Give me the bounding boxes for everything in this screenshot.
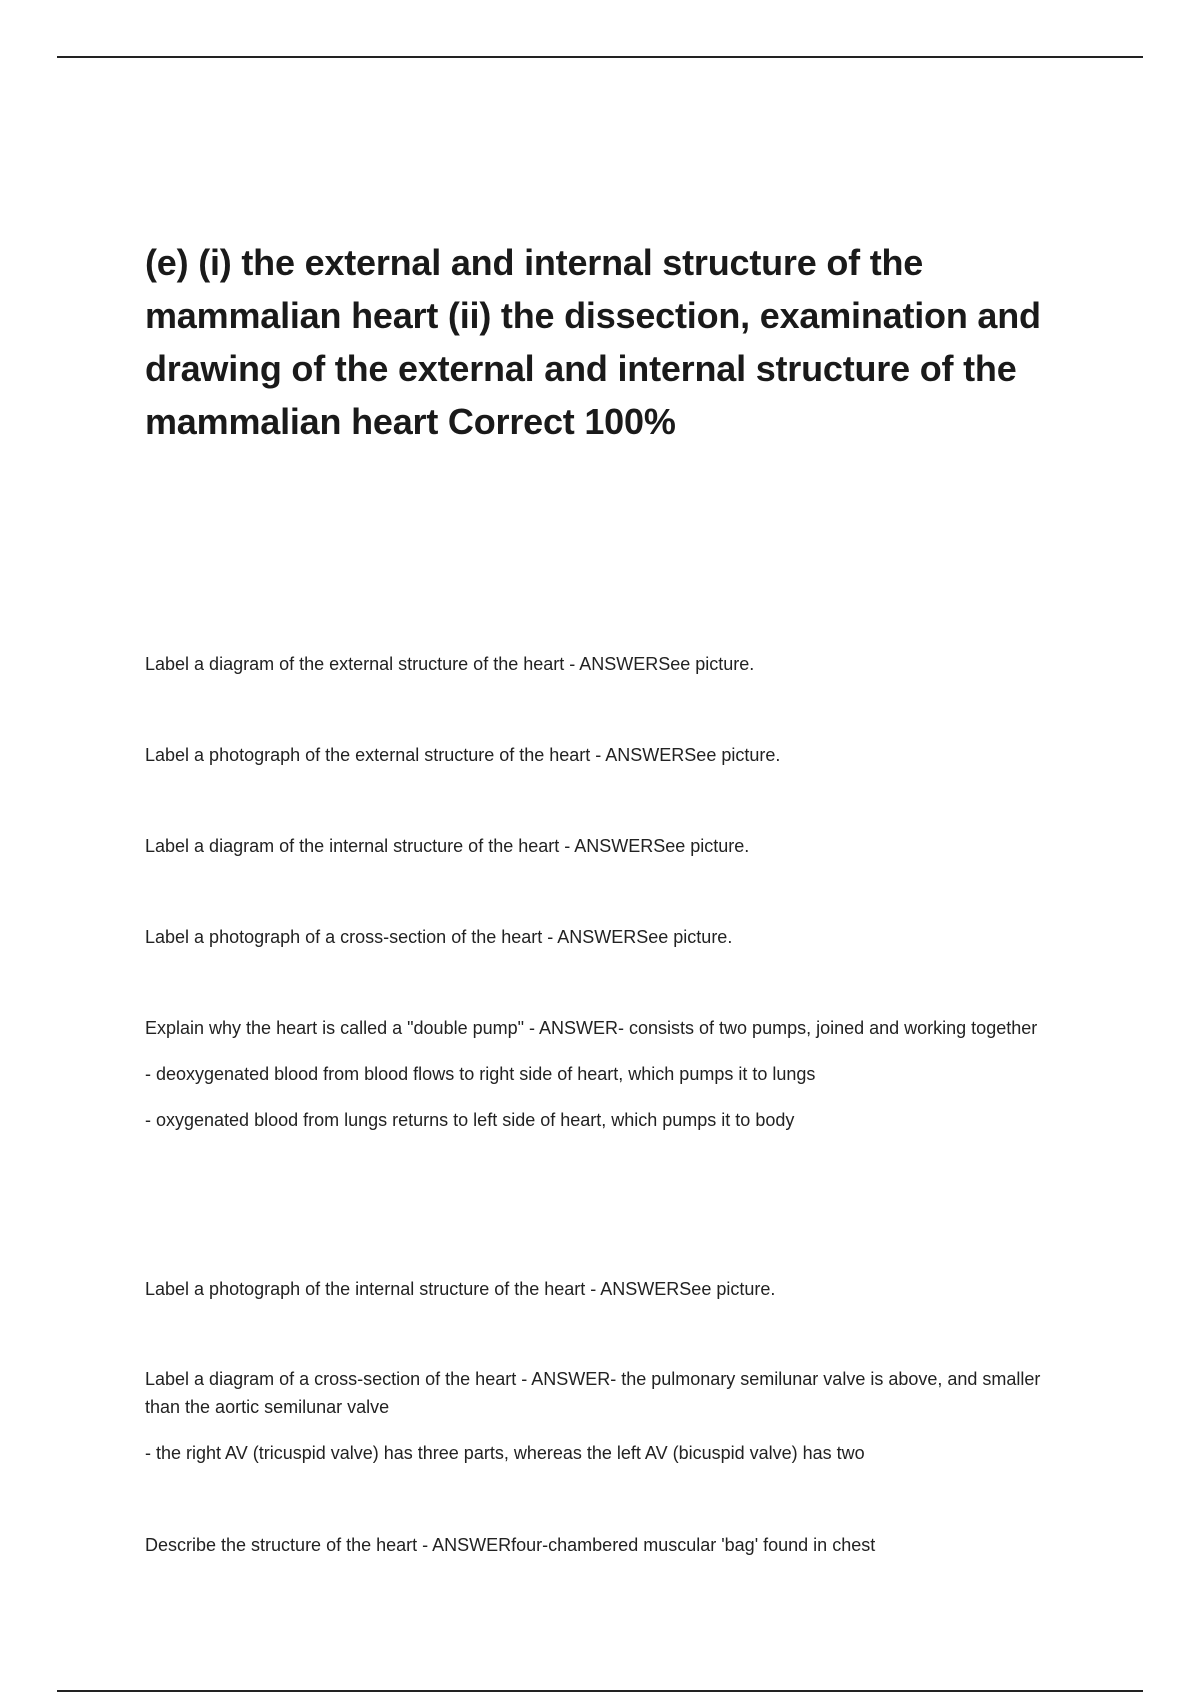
qa-entry-8 <box>145 1531 1065 1559</box>
qa-entry-4 <box>145 923 1065 951</box>
qa-question: Describe the structure of the heart - ANSWERfour-chambered muscular 'bag' found in chest <box>145 1535 876 1555</box>
qa-entry-5 <box>145 1014 1065 1134</box>
qa-entry-6 <box>145 1275 1065 1303</box>
qa-question: Label a diagram of a cross-section of the heart - ANSWER- the pulmonary semilunar valve is above, and smaller than the aortic semilunar valve <box>145 1369 1041 1417</box>
qa-entry-2 <box>145 741 1065 769</box>
qa-question: Label a diagram of the internal structure of the heart - ANSWERSee picture. <box>145 836 750 856</box>
qa-entry-3 <box>145 832 1065 860</box>
qa-entry-7 <box>145 1365 1065 1467</box>
qa-question: Label a photograph of the internal structure of the heart - ANSWERSee picture. <box>145 1279 776 1299</box>
qa-question: Explain why the heart is called a "double pump" - ANSWER- consists of two pumps, joined and working together <box>145 1018 1038 1038</box>
header-rule <box>57 56 1143 58</box>
qa-detail: - oxygenated blood from lungs returns to left side of heart, which pumps it to body <box>145 1110 795 1130</box>
qa-question: Label a photograph of a cross-section of the heart - ANSWERSee picture. <box>145 927 733 947</box>
qa-detail: - deoxygenated blood from blood flows to right side of heart, which pumps it to lungs <box>145 1064 816 1084</box>
qa-question: Label a diagram of the external structure of the heart - ANSWERSee picture. <box>145 654 755 674</box>
footer-rule <box>57 1690 1143 1692</box>
qa-detail: - the right AV (tricuspid valve) has three parts, whereas the left AV (bicuspid valve) has two <box>145 1443 865 1463</box>
qa-question: Label a photograph of the external structure of the heart - ANSWERSee picture. <box>145 745 781 765</box>
document-title: (e) (i) the external and internal structure of the mammalian heart (ii) the dissection, examination and drawing of the external and internal structure of the mammalian heart Correct 100% <box>145 242 1041 442</box>
qa-entry-1 <box>145 650 1065 678</box>
